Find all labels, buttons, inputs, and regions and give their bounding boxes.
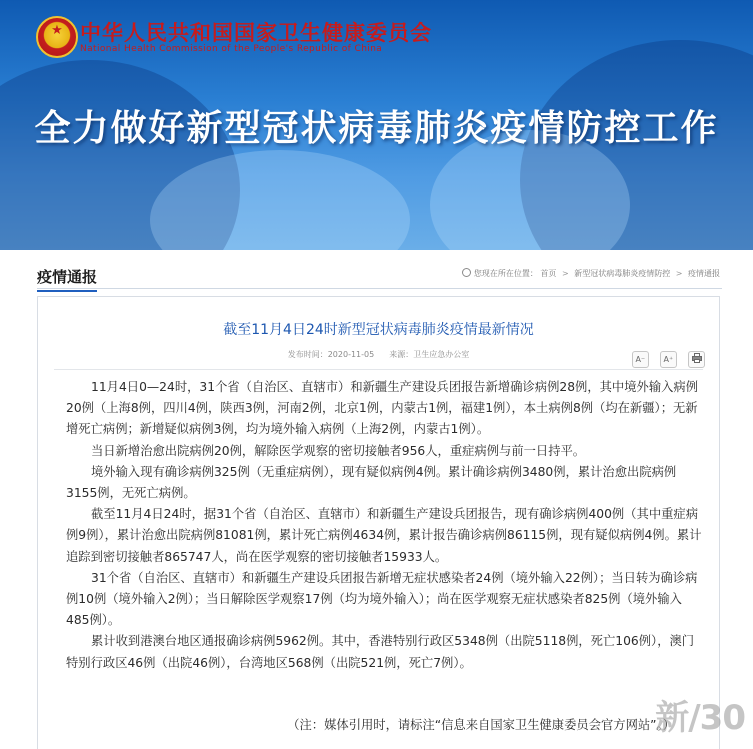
breadcrumb-home[interactable]: 首页 [540,269,557,278]
article-body [66,377,702,674]
paragraph-cumulative: 截至11月4日24时，据31个省（自治区、直辖市）和新疆生产建设兵团报告，现有确诊病例400例（其中重症病例9例），累计治愈出院病例81081例，累计死亡病例4634例，累计报告确诊病例86115例，现有疑似病例4例。累计追踪到密切接触者865747人，尚在医学观察的密切接触者15933人。 [66,507,702,564]
publish-date-label: 发布时间： [287,350,328,359]
publish-date: 2020-11-05 [327,350,375,359]
breadcrumb-covid-control[interactable]: 新型冠状病毒肺炎疫情防控 [574,269,671,278]
org-name-en: National Health Commission of the People's Republic of China [80,44,383,54]
header-banner [0,0,753,250]
section-title: 疫情通报 [37,266,97,292]
print-button[interactable] [688,351,705,368]
source-label: 来源： [389,350,414,359]
breadcrumb-label: 您现在所在位置： [473,269,538,278]
print-icon [692,353,702,363]
section-header [37,262,722,289]
article-card [37,296,720,749]
article-meta [38,349,719,360]
paragraph-hk-macao-taiwan: 累计收到港澳台地区通报确诊病例5962例。其中，香港特别行政区5348例（出院5118例，死亡106例），澳门特别行政区46例（出院46例），台湾地区568例（出院521例，死亡7例）。 [66,634,695,670]
paragraph-new-cases: 11月4日0—24时，31个省（自治区、直辖市）和新疆生产建设兵团报告新增确诊病例28例，其中境外输入病例20例（上海8例，四川4例，陕西3例，河南2例，北京1例，内蒙古1例，福建1例），本土病例8例（均在新疆）；无新增死亡病例；新增疑似病例3例，均为境外输入病例（上海2例，内蒙古1例）。 [66,380,699,437]
national-emblem-icon[interactable]: ★ [36,16,78,58]
article-tools [626,347,705,368]
meta-divider [54,369,703,370]
font-larger-button[interactable]: A⁺ [660,351,677,368]
banner-slogan: 全力做好新型冠状病毒肺炎疫情防控工作 [34,108,719,149]
font-smaller-button[interactable]: A⁻ [632,351,649,368]
breadcrumb-separator: > [675,269,683,278]
watermark-logo: 新/30 [655,698,745,738]
location-icon [462,268,471,277]
paragraph-recoveries: 当日新增治愈出院病例20例，解除医学观察的密切接触者956人，重症病例与前一日持平。 [91,443,586,458]
org-name-cn[interactable]: 中华人民共和国国家卫生健康委员会 [80,21,432,45]
breadcrumb [462,268,720,279]
paragraph-asymptomatic: 31个省（自治区、直辖市）和新疆生产建设兵团报告新增无症状感染者24例（境外输入22例）；当日转为确诊病例10例（境外输入2例）；当日解除医学观察17例（均为境外输入）；尚在医学观察无症状感染者825例（境外输入485例）。 [66,570,698,628]
breadcrumb-epidemic-notice[interactable]: 疫情通报 [688,269,720,278]
citation-note: （注：媒体引用时，请标注“信息来自国家卫生健康委员会官方网站”。） [287,718,675,732]
article-title: 截至11月4日24时新型冠状病毒肺炎疫情最新情况 [223,322,534,338]
source-value: 卫生应急办公室 [413,350,470,359]
paragraph-imported: 境外输入现有确诊病例325例（无重症病例），现有疑似病例4例。累计确诊病例3480例，累计治愈出院病例3155例，无死亡病例。 [66,464,677,501]
breadcrumb-separator: > [561,269,569,278]
